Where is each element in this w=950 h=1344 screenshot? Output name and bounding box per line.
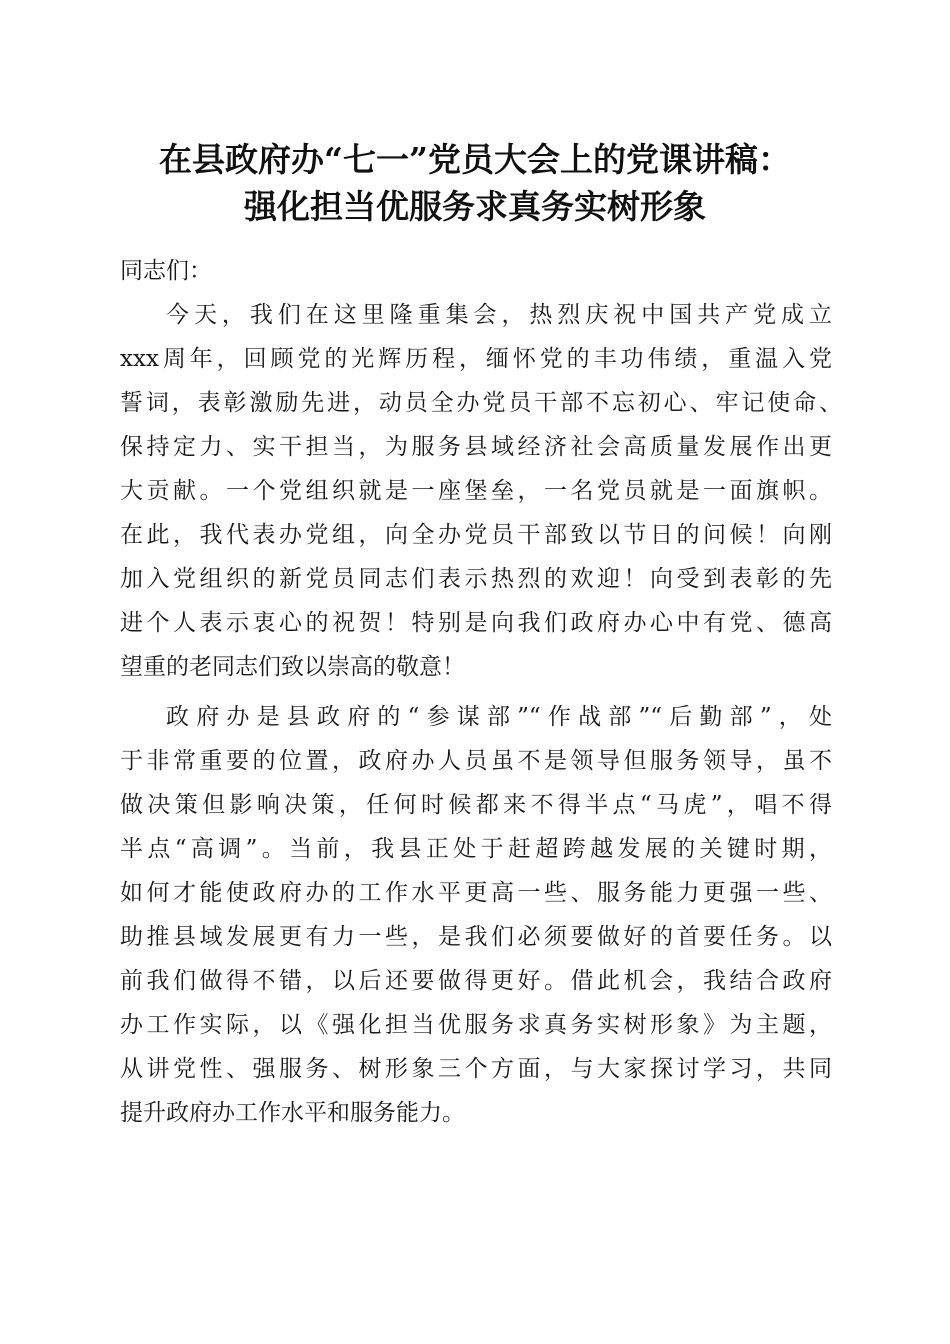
paragraph-2-line: 于非常重要的位置，政府办人员虽不是领导但服务领导，虽不 (120, 748, 832, 774)
paragraph-1-line: 在此，我代表办党组，向全办党员干部致以节日的问候！向刚 (120, 522, 832, 548)
paragraph-2-line: 做决策但影响决策，任何时候都来不得半点“马虎”，唱不得 (120, 792, 832, 818)
document-title-line-1: 在县政府办“七一”党员大会上的党课讲稿： (159, 140, 791, 179)
paragraph-1-line: 大贡献。一个党组织就是一座堡垒，一名党员就是一面旗帜。 (120, 478, 832, 504)
paragraph-2-line: 如何才能使政府办的工作水平更高一些、服务能力更强一些、 (120, 880, 832, 906)
paragraph-1-line: 今天，我们在这里隆重集会，热烈庆祝中国共产党成立 (166, 302, 832, 328)
paragraph-2-line: 办工作实际，以《强化担当优服务求真务实树形象》为主题， (120, 1012, 832, 1038)
paragraph-1-line: 保持定力、实干担当，为服务县域经济社会高质量发展作出更 (120, 434, 832, 460)
salutation: 同志们： (120, 258, 212, 284)
paragraph-2-line: 前我们做得不错，以后还要做得更好。借此机会，我结合政府 (120, 968, 832, 994)
paragraph-1-line: 进个人表示衷心的祝贺！特别是向我们政府办心中有党、德高 (120, 610, 832, 636)
paragraph-2-line: 半点“高调”。当前，我县正处于赶超跨越发展的关键时期， (120, 836, 832, 862)
paragraph-2-line: 提升政府办工作水平和服务能力。 (120, 1100, 465, 1126)
paragraph-1-line: 誓词，表彰激励先进，动员全办党员干部不忘初心、牢记使命、 (120, 390, 842, 416)
document-title-line-2: 强化担当优服务求真务实树形象 (244, 187, 706, 226)
paragraph-2-line: 从讲党性、强服务、树形象三个方面，与大家探讨学习，共同 (120, 1056, 832, 1082)
paragraph-1-line: 加入党组织的新党员同志们表示热烈的欢迎！向受到表彰的先 (120, 566, 832, 592)
paragraph-1-line: xxx周年，回顾党的光辉历程，缅怀党的丰功伟绩，重温入党 (120, 346, 832, 372)
paragraph-2-line: 助推县域发展更有力一些，是我们必须要做好的首要任务。以 (120, 924, 832, 950)
paragraph-1-line: 望重的老同志们致以崇高的敬意！ (120, 654, 465, 680)
paragraph-2-line: 政府办是县政府的“参谋部”“作战部”“后勤部”，处 (166, 704, 832, 730)
